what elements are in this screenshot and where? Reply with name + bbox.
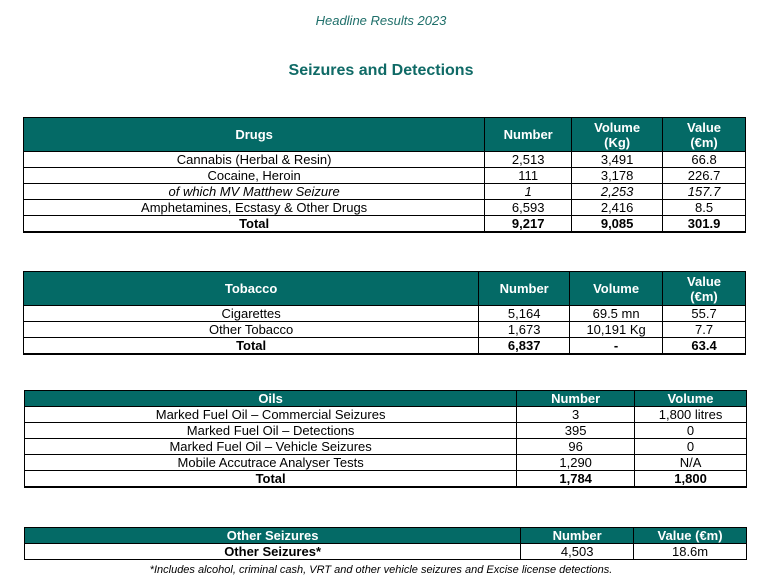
- oils-header-category: Oils: [25, 391, 517, 407]
- cell: 10,191 Kg: [570, 322, 663, 338]
- table-row: [24, 306, 746, 322]
- tobacco-header-value: Value (€m): [663, 272, 746, 306]
- drugs-header-volume: Volume (Kg): [572, 118, 663, 152]
- headline: Headline Results 2023: [315, 13, 447, 28]
- cell: 395: [517, 423, 635, 439]
- cell: 111: [485, 168, 572, 184]
- cell: Total: [24, 338, 479, 355]
- cell: 157.7: [663, 184, 746, 200]
- cell: Cannabis (Herbal & Resin): [24, 152, 485, 168]
- oils-header-number: Number: [517, 391, 635, 407]
- cell: Cigarettes: [24, 306, 479, 322]
- cell: 4,503: [521, 544, 634, 560]
- table-header-row: [25, 391, 747, 407]
- table-row: [24, 200, 746, 216]
- cell: 1,784: [517, 471, 635, 488]
- tobacco-header-number: Number: [479, 272, 570, 306]
- cell: 69.5 mn: [570, 306, 663, 322]
- cell: 55.7: [663, 306, 746, 322]
- cell: 6,837: [479, 338, 570, 355]
- cell: 1: [485, 184, 572, 200]
- cell: 2,416: [572, 200, 663, 216]
- cell: 5,164: [479, 306, 570, 322]
- oils-table: [24, 390, 747, 488]
- cell: Cocaine, Heroin: [24, 168, 485, 184]
- table-total-row: [24, 338, 746, 355]
- cell: Total: [24, 216, 485, 233]
- table-header-row: [25, 528, 747, 544]
- table-row: [25, 455, 747, 471]
- cell: 3: [517, 407, 635, 423]
- table-total-row: [25, 471, 747, 488]
- cell: 0: [635, 439, 747, 455]
- cell: Other Seizures*: [25, 544, 521, 560]
- cell: 6,593: [485, 200, 572, 216]
- other-header-category: Other Seizures: [25, 528, 521, 544]
- cell: Other Tobacco: [24, 322, 479, 338]
- table-row: [24, 152, 746, 168]
- drugs-header-number: Number: [485, 118, 572, 152]
- page-title: Seizures and Detections: [288, 62, 474, 79]
- drugs-header-value: Value (€m): [663, 118, 746, 152]
- cell: Mobile Accutrace Analyser Tests: [25, 455, 517, 471]
- tobacco-header-category: Tobacco: [24, 272, 479, 306]
- cell: Amphetamines, Ecstasy & Other Drugs: [24, 200, 485, 216]
- cell: 0: [635, 423, 747, 439]
- cell: 18.6m: [634, 544, 747, 560]
- table-row: [24, 322, 746, 338]
- cell: 2,253: [572, 184, 663, 200]
- cell: 9,085: [572, 216, 663, 233]
- cell: Marked Fuel Oil – Vehicle Seizures: [25, 439, 517, 455]
- cell: Total: [25, 471, 517, 488]
- cell: 1,673: [479, 322, 570, 338]
- tobacco-table: [23, 271, 746, 355]
- footnote: *Includes alcohol, criminal cash, VRT and other vehicle seizures and Excise license detections.: [149, 564, 613, 576]
- cell: 3,491: [572, 152, 663, 168]
- cell: 301.9: [663, 216, 746, 233]
- table-header-row: [24, 272, 746, 306]
- cell: 1,290: [517, 455, 635, 471]
- table-header-row: [24, 118, 746, 152]
- table-row: [25, 544, 747, 560]
- oils-header-volume: Volume: [635, 391, 747, 407]
- other-seizures-table: [24, 527, 747, 560]
- cell: 8.5: [663, 200, 746, 216]
- table-row: [25, 439, 747, 455]
- table-total-row: [24, 216, 746, 233]
- cell: 63.4: [663, 338, 746, 355]
- cell: 2,513: [485, 152, 572, 168]
- table-row: [25, 423, 747, 439]
- cell: 3,178: [572, 168, 663, 184]
- cell: -: [570, 338, 663, 355]
- cell: 66.8: [663, 152, 746, 168]
- cell: N/A: [635, 455, 747, 471]
- drugs-header-category: Drugs: [24, 118, 485, 152]
- table-row: [24, 168, 746, 184]
- table-row: [24, 184, 746, 200]
- tobacco-header-volume: Volume: [570, 272, 663, 306]
- cell: 96: [517, 439, 635, 455]
- cell: 226.7: [663, 168, 746, 184]
- cell: 7.7: [663, 322, 746, 338]
- cell: of which MV Matthew Seizure: [24, 184, 485, 200]
- cell: Marked Fuel Oil – Commercial Seizures: [25, 407, 517, 423]
- cell: Marked Fuel Oil – Detections: [25, 423, 517, 439]
- other-header-number: Number: [521, 528, 634, 544]
- table-row: [25, 407, 747, 423]
- other-header-value: Value (€m): [634, 528, 747, 544]
- cell: 1,800 litres: [635, 407, 747, 423]
- cell: 9,217: [485, 216, 572, 233]
- cell: 1,800: [635, 471, 747, 488]
- drugs-table: [23, 117, 746, 233]
